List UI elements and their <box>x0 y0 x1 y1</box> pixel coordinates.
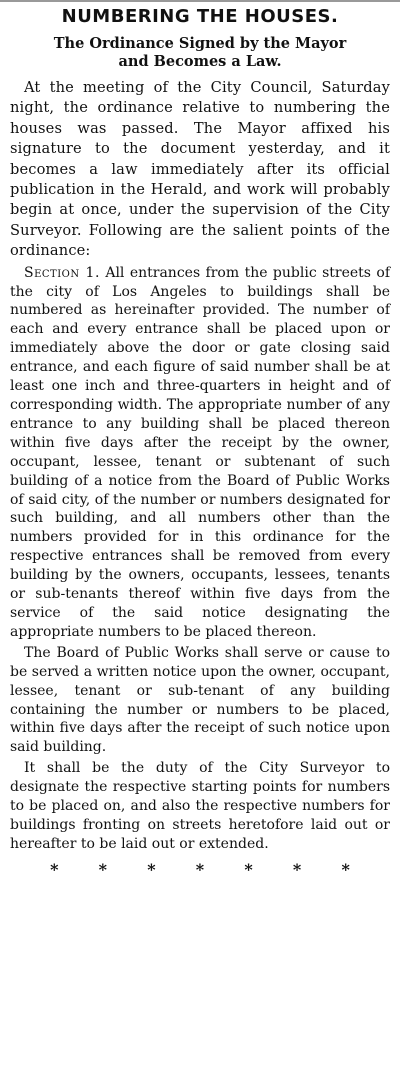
section-1-text: All entrances from the public streets of the city of Los Angeles to buildings shall be numbered as hereinafter provided. The number of each and every entrance shall be placed upon or immediately above the door or gate closing said entrance, and each figure of said number shall be at least one inch and three-quarters in height and of corresponding width. The appropriate number of any entrance to any building shall be placed thereon within five days after the receipt by the owner, occupant, lessee, tenant or subtenant of such building of a notice from the Board of Public Works of said city, of the number or numbers designated for such building, and all numbers other than the numbers provided for in this ordinance for the respective entrances shall be removed from every building by the owners, occupants, lessees, tenants or sub-tenants thereof within five days from the service of the said notice designating the appropriate numbers to be placed thereon. <box>10 264 391 640</box>
section-divider-stars <box>10 860 390 879</box>
divider-star: * <box>341 859 350 879</box>
subheadline-line-1: The Ordinance Signed by the Mayor <box>53 35 347 52</box>
headline: NUMBERING THE HOUSES. <box>61 6 339 27</box>
intro-paragraph: At the meeting of the City Council, Saturday night, the ordinance relative to numbering the houses was passed. The Mayor affixed his signature to the document yesterday, and it becomes a law immediately after its official publication in the Herald, and work will probably begin at once, under the supervision of the City Surveyor. Following are the salient points of the ordinance: <box>10 79 390 260</box>
divider-star: * <box>244 859 253 879</box>
divider-star: * <box>147 859 156 879</box>
board-notice-paragraph: The Board of Public Works shall serve or cause to be served a written notice upon the owner, occupant, lessee, tenant or sub-tenant of any building containing the number or numbers to be placed, within five days after the receipt of such notice upon said building. <box>10 644 390 756</box>
section-1-label: Section 1. <box>24 264 100 281</box>
divider-star: * <box>292 859 302 879</box>
surveyor-duty-paragraph: It shall be the duty of the City Surveyor to designate the respective starting points for numbers to be placed on, and also the respective numbers for buildings fronting on streets heretofore laid out or hereafter to be laid out or extended. <box>10 760 390 852</box>
divider-star: * <box>195 859 205 879</box>
subheadline <box>10 35 390 71</box>
top-rule <box>0 0 400 2</box>
divider-star: * <box>98 859 108 879</box>
section-1-paragraph <box>10 264 390 642</box>
subheadline-line-2: and Becomes a Law. <box>118 53 282 70</box>
divider-star: * <box>50 859 59 879</box>
